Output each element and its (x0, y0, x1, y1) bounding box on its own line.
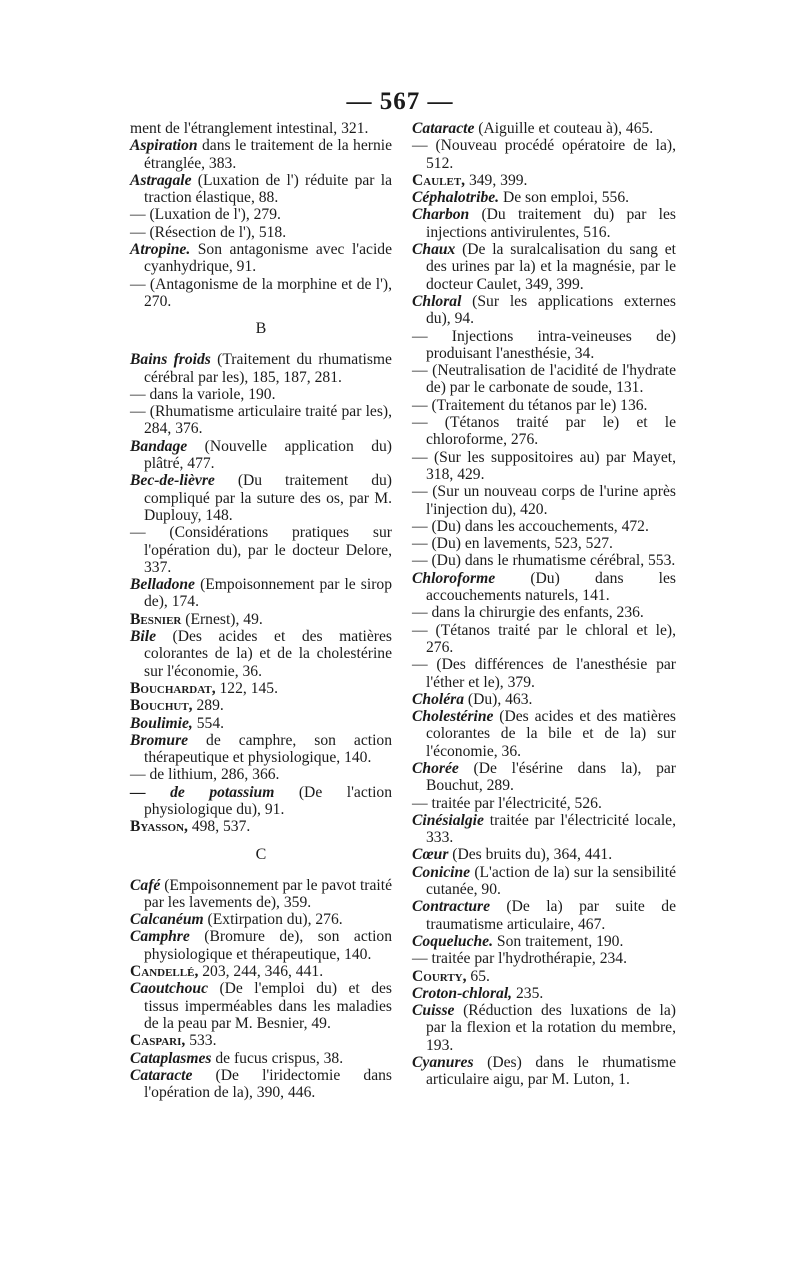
index-entry (412, 328, 676, 363)
entry-heading: Croton-chloral, (412, 984, 513, 1002)
entry-text: (Des) dans le rhumatisme articulaire aigu, par M. Luton, 1. (426, 1054, 676, 1089)
entry-heading: Charbon (412, 206, 470, 224)
index-entry (130, 1067, 392, 1102)
entry-heading: Cinésialgie (412, 811, 484, 829)
index-entry (412, 795, 676, 812)
index-entry (130, 1050, 392, 1067)
entry-heading: Café (130, 876, 161, 894)
entry-text: (Des acides et des matières colorantes de la) et de la cholestérine sur l'économie, 36. (144, 628, 392, 680)
entry-heading: Cholestérine (412, 708, 494, 726)
index-entry (412, 189, 676, 206)
index-entry (130, 1032, 392, 1049)
index-entry (130, 928, 392, 963)
index-entry (412, 812, 676, 847)
entry-text: (Ernest), 49. (181, 610, 263, 628)
index-entry (130, 472, 392, 524)
entry-heading: Bouchut, (130, 697, 193, 715)
section-letter: B (255, 320, 267, 338)
index-entry (130, 276, 392, 311)
index-entry (412, 1054, 676, 1089)
index-entry (412, 968, 676, 985)
index-entry (130, 611, 392, 628)
entry-heading: Coqueluche. (412, 932, 494, 950)
entry-text: (Réduction des luxations de la) par la flexion et la rotation du membre, 193. (426, 1002, 676, 1054)
index-entry (412, 552, 676, 569)
index-entry (130, 732, 392, 767)
entry-text: (Des acides et des matières colorantes de la bile et de la) sur l'économie, 36. (426, 708, 676, 760)
index-entry (412, 241, 676, 293)
index-entry (130, 438, 392, 473)
index-entry (412, 483, 676, 518)
index-entry (130, 766, 392, 783)
entry-text: — traitée par l'électricité, 526. (412, 794, 602, 812)
entry-text: (Luxation de l') réduite par la traction élastique, 88. (144, 171, 392, 207)
entry-text: (De la suralcalisation du sang et des urines par la) et la magnésie, par le docteur Caulet, 349, 399. (426, 241, 676, 293)
entry-heading: Boulimie, (130, 714, 193, 732)
left-column (130, 120, 392, 1101)
entry-text: 122, 145. (215, 679, 278, 697)
entry-heading: Conicine (412, 863, 471, 881)
entry-text: — traitée par l'hydrothérapie, 234. (412, 950, 627, 968)
entry-heading: Chloroforme (412, 569, 496, 587)
index-entry (412, 622, 676, 657)
entry-text: — (Tétanos traité par le) et le chloroforme, 276. (412, 414, 676, 449)
entry-text: (Du), 463. (464, 690, 533, 708)
entry-text: de fucus crispus, 38. (211, 1049, 344, 1067)
entry-heading: Astragale (130, 171, 192, 189)
entry-text: (Du traitement du) compliqué par la suture des os, par M. Duplouy, 148. (144, 472, 392, 524)
index-entry (412, 985, 676, 1002)
entry-text: — dans la chirurgie des enfants, 236. (412, 604, 644, 622)
entry-heading: Bec-de-lièvre (130, 472, 215, 490)
entry-text: (De l'action physiologique du), 91. (144, 783, 392, 818)
section-letter: C (255, 845, 267, 863)
index-entry (412, 137, 676, 172)
entry-text: — (Du) dans le rhumatisme cérébral, 553. (412, 552, 676, 570)
entry-heading: Cuisse (412, 1002, 455, 1020)
entry-text: (Nouvelle application du) plâtré, 477. (144, 437, 392, 473)
index-entry (412, 950, 676, 967)
entry-text: — (Du) dans les accouchements, 472. (412, 517, 649, 535)
index-entry (412, 708, 676, 760)
index-entry (412, 898, 676, 933)
index-entry (130, 697, 392, 714)
entry-text: — (Sur un nouveau corps de l'urine après l'injection du), 420. (412, 483, 676, 518)
entry-heading: Cyanures (412, 1054, 474, 1072)
entry-heading: Caspari, (130, 1032, 186, 1050)
index-entry (130, 172, 392, 207)
entry-text: — (Sur les suppositoires au) par Mayet, 318, 429. (412, 448, 676, 483)
index-entry (412, 449, 676, 484)
entry-heading: Cataracte (412, 120, 475, 137)
entry-text: (Des bruits du), 364, 441. (448, 846, 613, 864)
entry-heading: Chloral (412, 292, 462, 310)
entry-heading: Cœur (412, 846, 449, 864)
index-entry (130, 351, 392, 386)
entry-heading: Bandage (130, 437, 188, 455)
entry-text: (De l'ésérine dans la), par Bouchut, 289. (426, 759, 676, 795)
entry-heading: Camphre (130, 928, 190, 946)
index-entry (130, 877, 392, 912)
entry-text: — (Des différences de l'anesthésie par l'éther et le), 379. (412, 656, 676, 691)
index-entry (412, 206, 676, 241)
index-entry (130, 524, 392, 576)
index-entry (412, 933, 676, 950)
index-entry (130, 911, 392, 928)
index-entry (130, 206, 392, 223)
index-entry (130, 628, 392, 680)
entry-text: (Du traitement du) par les injections antivirulentes, 516. (426, 206, 676, 241)
entry-text: (De l'iridectomie dans l'opération de la), 390, 446. (144, 1066, 392, 1102)
page-number: — 567 — (346, 88, 454, 115)
entry-text: Son traitement, 190. (493, 932, 624, 950)
entry-heading: Bile (130, 628, 156, 646)
entry-heading: Caoutchouc (130, 980, 208, 998)
index-entry (130, 137, 392, 172)
entry-text: — (Nouveau procédé opératoire de la), 512. (412, 137, 676, 172)
index-entry (412, 864, 676, 899)
entry-text: (De la) par suite de traumatisme articulaire, 467. (426, 898, 676, 933)
entry-text: — de lithium, 286, 366. (130, 766, 280, 784)
entry-heading: Bouchardat, (130, 679, 216, 697)
entry-text: — (Rhumatisme articulaire traité par les), 284, 376. (130, 403, 392, 438)
entry-heading: Choléra (412, 690, 464, 708)
entry-text: — (Traitement du tétanos par le) 136. (412, 396, 648, 414)
entry-heading: Contracture (412, 898, 490, 916)
entry-heading: Byasson, (130, 818, 188, 836)
entry-text: traitée par l'électricité locale, 333. (426, 811, 676, 847)
index-entry (412, 570, 676, 605)
entry-text: — Injections intra-veineuses de) produisant l'anesthésie, 34. (412, 327, 676, 362)
entry-text: — (Du) en lavements, 523, 527. (412, 535, 613, 553)
entry-heading: — de potassium (130, 783, 275, 801)
entry-heading: Chorée (412, 759, 459, 777)
index-entry (130, 818, 392, 835)
entry-text: 235. (512, 984, 544, 1002)
entry-text: (Empoisonnement par le sirop de), 174. (144, 576, 392, 611)
entry-text: (Sur les applications externes du), 94. (426, 292, 676, 328)
entry-heading: Céphalotribe. (412, 189, 500, 207)
index-entry (412, 414, 676, 449)
index-entry (412, 1002, 676, 1054)
index-entry (412, 120, 676, 137)
entry-heading: Atropine. (130, 241, 191, 259)
index-entry (412, 172, 676, 189)
entry-text: dans le traitement de la hernie étranglée, 383. (144, 137, 392, 172)
entry-text: (Empoisonnement par le pavot traité par les lavements de), 359. (144, 876, 392, 911)
entry-heading: Courty, (412, 967, 467, 985)
entry-text: De son emploi, 556. (499, 189, 630, 207)
entry-text: — dans la variole, 190. (130, 385, 276, 403)
entry-text: (Traitement du rhumatisme cérébral par les), 185, 187, 281. (144, 351, 392, 386)
entry-text: — (Luxation de l'), 279. (130, 206, 281, 224)
entry-text: 203, 244, 346, 441. (198, 963, 324, 981)
entry-text: ment de l'étranglement intestinal, 321. (130, 120, 369, 137)
index-entry (130, 224, 392, 241)
index-entry (412, 846, 676, 863)
entry-text: 533. (185, 1032, 217, 1050)
index-entry (130, 680, 392, 697)
index-entry (412, 535, 676, 552)
index-entry-continuation (130, 120, 392, 137)
entry-heading: Cataracte (130, 1066, 193, 1084)
entry-heading: Caulet, (412, 171, 466, 189)
index-entry (412, 656, 676, 691)
right-column (412, 120, 676, 1089)
index-entry (130, 403, 392, 438)
entry-text: — (Neutralisation de l'acidité de l'hydrate de) par le carbonate de soude, 131. (412, 362, 676, 397)
index-entry (412, 760, 676, 795)
entry-heading: Chaux (412, 241, 456, 259)
entry-text: (De l'emploi du) et des tissus imperméables dans les maladies de la peau par M. Besnier, 49. (144, 980, 392, 1032)
index-entry (412, 518, 676, 535)
entry-text: (Du) dans les accouchements naturels, 141. (426, 569, 676, 605)
entry-text: — (Tétanos traité par le chloral et le), 276. (412, 621, 676, 656)
index-entry (130, 980, 392, 1032)
entry-text: (Aiguille et couteau à), 465. (474, 120, 654, 137)
entry-text: (L'action de la) sur la sensibilité cutanée, 90. (426, 863, 676, 899)
index-entry (412, 397, 676, 414)
entry-text: 498, 537. (187, 818, 251, 836)
index-entry (130, 784, 392, 819)
index-entry (412, 604, 676, 621)
entry-text: de camphre, son action thérapeutique et physiologique, 140. (144, 731, 392, 767)
entry-text: — (Antagonisme de la morphine et de l'), 270. (130, 275, 392, 310)
entry-heading: Besnier (130, 610, 182, 628)
entry-text: 65. (466, 967, 490, 985)
entry-text: (Extirpation du), 276. (203, 911, 343, 929)
index-entry (412, 293, 676, 328)
entry-text: — (Résection de l'), 518. (130, 223, 287, 241)
index-entry (412, 691, 676, 708)
index-entry (412, 362, 676, 397)
entry-text: — (Considérations pratiques sur l'opération du), par le docteur Delore, 337. (130, 524, 392, 576)
entry-heading: Bains froids (130, 351, 211, 369)
index-entry (130, 715, 392, 732)
entry-text: 554. (192, 714, 225, 732)
entry-heading: Calcanéum (130, 911, 204, 929)
entry-text: (Bromure de), son action physiologique et thérapeutique, 140. (144, 928, 392, 963)
entry-heading: Belladone (130, 576, 195, 594)
entry-text: 289. (192, 697, 224, 715)
index-entry (130, 963, 392, 980)
entry-heading: Cataplasmes (130, 1049, 212, 1067)
entry-text: 349, 399. (465, 171, 528, 189)
entry-heading: Aspiration (130, 137, 198, 155)
index-entry (130, 241, 392, 276)
index-entry (130, 576, 392, 611)
entry-heading: Candellé, (130, 963, 199, 981)
entry-heading: Bromure (130, 731, 189, 749)
entry-text: Son antagonisme avec l'acide cyanhydrique, 91. (144, 241, 392, 276)
index-entry (130, 386, 392, 403)
